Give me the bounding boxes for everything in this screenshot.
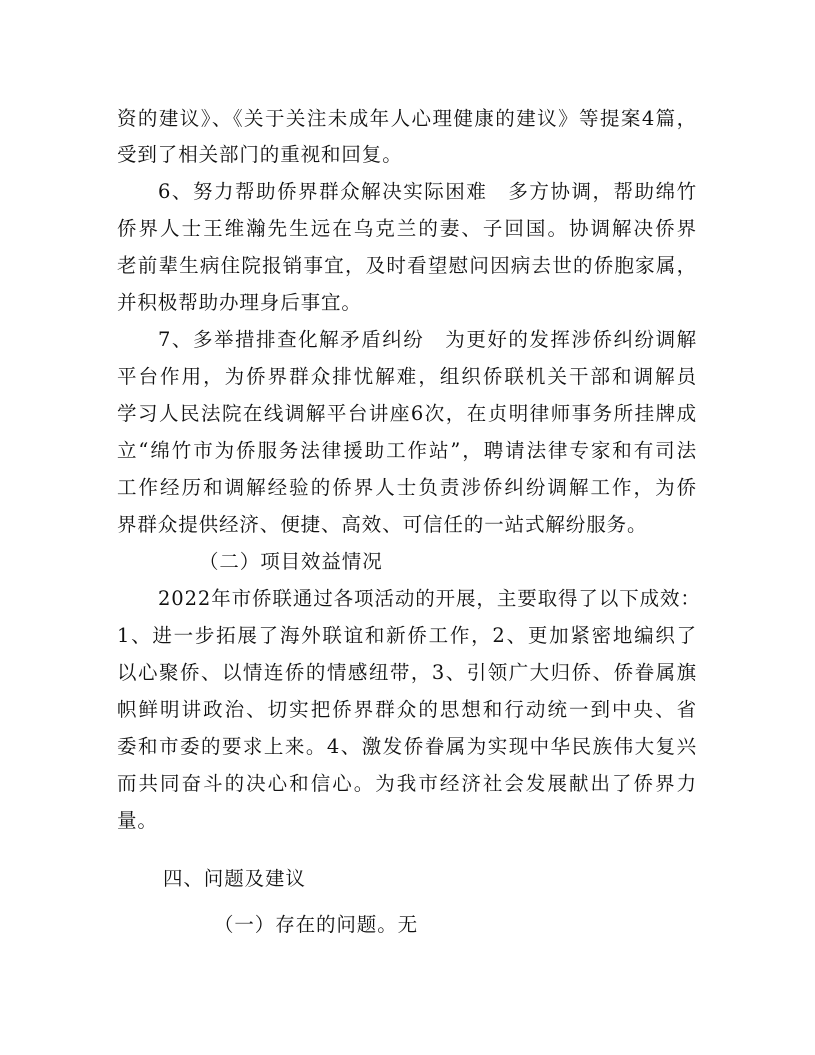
text-line: 工作经历和调解经验的侨界人士负责涉侨纠纷调解工作，为侨: [117, 476, 697, 499]
text-line: 平台作用，为侨界群众排忧解难，组织侨联机关干部和调解员: [117, 365, 697, 388]
section-subheading: （一）存在的问题。无: [214, 913, 419, 936]
text-line: 1、进一步拓展了海外联谊和新侨工作，2、更加紧密地编织了: [117, 624, 697, 647]
text-line: 立“绵竹市为侨服务法律援助工作站”，聘请法律专家和有司法: [117, 439, 697, 462]
text-line: 帜鲜明讲政治、切实把侨界群众的思想和行动统一到中央、省: [117, 698, 697, 721]
text-line: 量。: [117, 809, 158, 832]
text-line: 以心聚侨、以情连侨的情感纽带，3、引领广大归侨、侨眷属旗: [117, 661, 697, 684]
section-heading: 四、问题及建议: [163, 867, 306, 890]
text-line: 而共同奋斗的决心和信心。为我市经济社会发展献出了侨界力: [117, 772, 697, 795]
text-line: 委和市委的要求上来。4、激发侨眷属为实现中华民族伟大复兴: [117, 735, 697, 758]
text-line: 资的建议》、《关于关注未成年人心理健康的建议》等提案4篇，: [117, 107, 697, 130]
text-line: 界群众提供经济、便捷、高效、可信任的一站式解纷服务。: [117, 513, 648, 536]
text-line: 学习人民法院在线调解平台讲座6次，在贞明律师事务所挂牌成: [117, 402, 697, 425]
text-line: 侨界人士王维瀚先生远在乌克兰的妻、子回国。协调解决侨界: [117, 217, 697, 240]
text-line: 受到了相关部门的重视和回复。: [117, 143, 403, 166]
text-line: 并积极帮助办理身后事宜。: [117, 291, 362, 314]
section-subheading: （二）项目效益情况: [199, 550, 383, 573]
text-line: 老前辈生病住院报销事宜，及时看望慰问因病去世的侨胞家属，: [117, 254, 697, 277]
paragraph-heading-line: 7、多举措排查化解矛盾纠纷 为更好的发挥涉侨纠纷调解: [158, 328, 697, 351]
paragraph-heading-line: 6、努力帮助侨界群众解决实际困难 多方协调，帮助绵竹: [158, 180, 697, 203]
text-line: 2022年市侨联通过各项活动的开展，主要取得了以下成效：: [158, 587, 701, 610]
